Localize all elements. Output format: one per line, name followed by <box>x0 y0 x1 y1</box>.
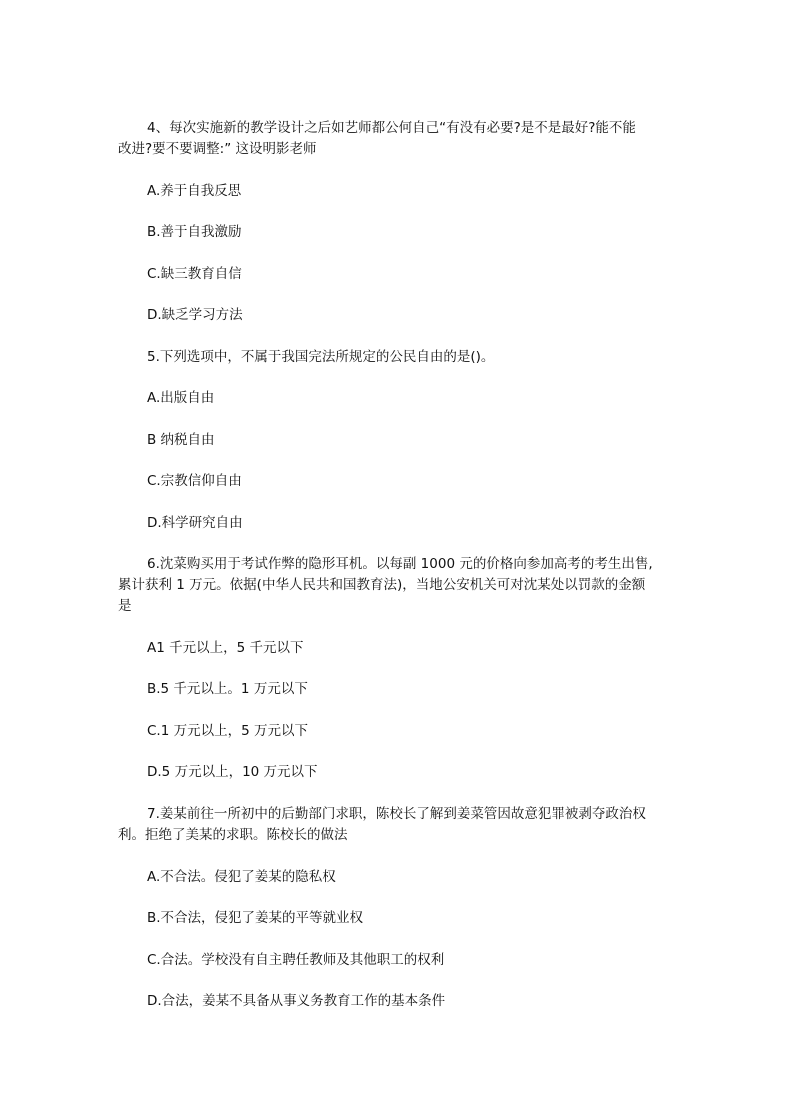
question-6-option-a: A1 千元以上，5 千元以下 <box>147 640 304 656</box>
question-5-option-d: D.科学研究自由 <box>147 515 243 531</box>
question-4-option-c: C.缺三教育自信 <box>147 266 242 282</box>
question-4-option-d: D.缺乏学习方法 <box>147 307 243 323</box>
question-7-line-2: 利。拒绝了美某的求职。陈校长的做法 <box>118 827 348 843</box>
question-6-line-3: 是 <box>118 598 132 614</box>
question-6-option-d: D.5 万元以上，10 万元以下 <box>147 764 318 780</box>
question-5-option-a: A.出版自由 <box>147 390 215 406</box>
question-7-option-a: A.不合法。侵犯了姜某的隐私权 <box>147 869 336 885</box>
question-5-line-1: 5.下列选项中，不属于我国完法所规定的公民自由的是()。 <box>147 349 495 365</box>
question-5-option-c: C.宗教信仰自由 <box>147 473 242 489</box>
question-4-option-b: B.善于自我激励 <box>147 224 242 240</box>
question-7-option-b: B.不合法，侵犯了姜某的平等就业权 <box>147 910 364 926</box>
question-6-line-1: 6.沈菜购买用于考试作弊的隐形耳机。以每副 1000 元的价格向参加高考的考生出售, <box>147 556 653 572</box>
question-6-option-b: B.5 千元以上。1 万元以下 <box>147 681 308 697</box>
question-4-option-a: A.养于自我反思 <box>147 183 242 199</box>
question-7-option-d: D.合法，姜某不具备从事义务教育工作的基本条件 <box>147 993 446 1009</box>
question-6-line-2: 累计获利 1 万元。依据(中华人民共和国教育法)，当地公安机关可对沈某处以罚款的金额 <box>118 577 646 593</box>
question-7-line-1: 7.姜某前往一所初中的后勤部门求职，陈校长了解到姜菜管因故意犯罪被剥夺政治权 <box>147 806 646 822</box>
question-4-line-1: 4、每次实施新的教学设计之后如艺师都公何自己“有没有必要?是不是最好?能不能 <box>147 120 636 136</box>
question-5-option-b: B 纳税自由 <box>147 432 215 448</box>
question-4-line-2: 改进?要不要调整:” 这设明影老师 <box>118 141 317 157</box>
question-6-option-c: C.1 万元以上，5 万元以下 <box>147 723 308 739</box>
question-7-option-c: C.合法。学校没有自主聘任教师及其他职工的权利 <box>147 952 445 968</box>
